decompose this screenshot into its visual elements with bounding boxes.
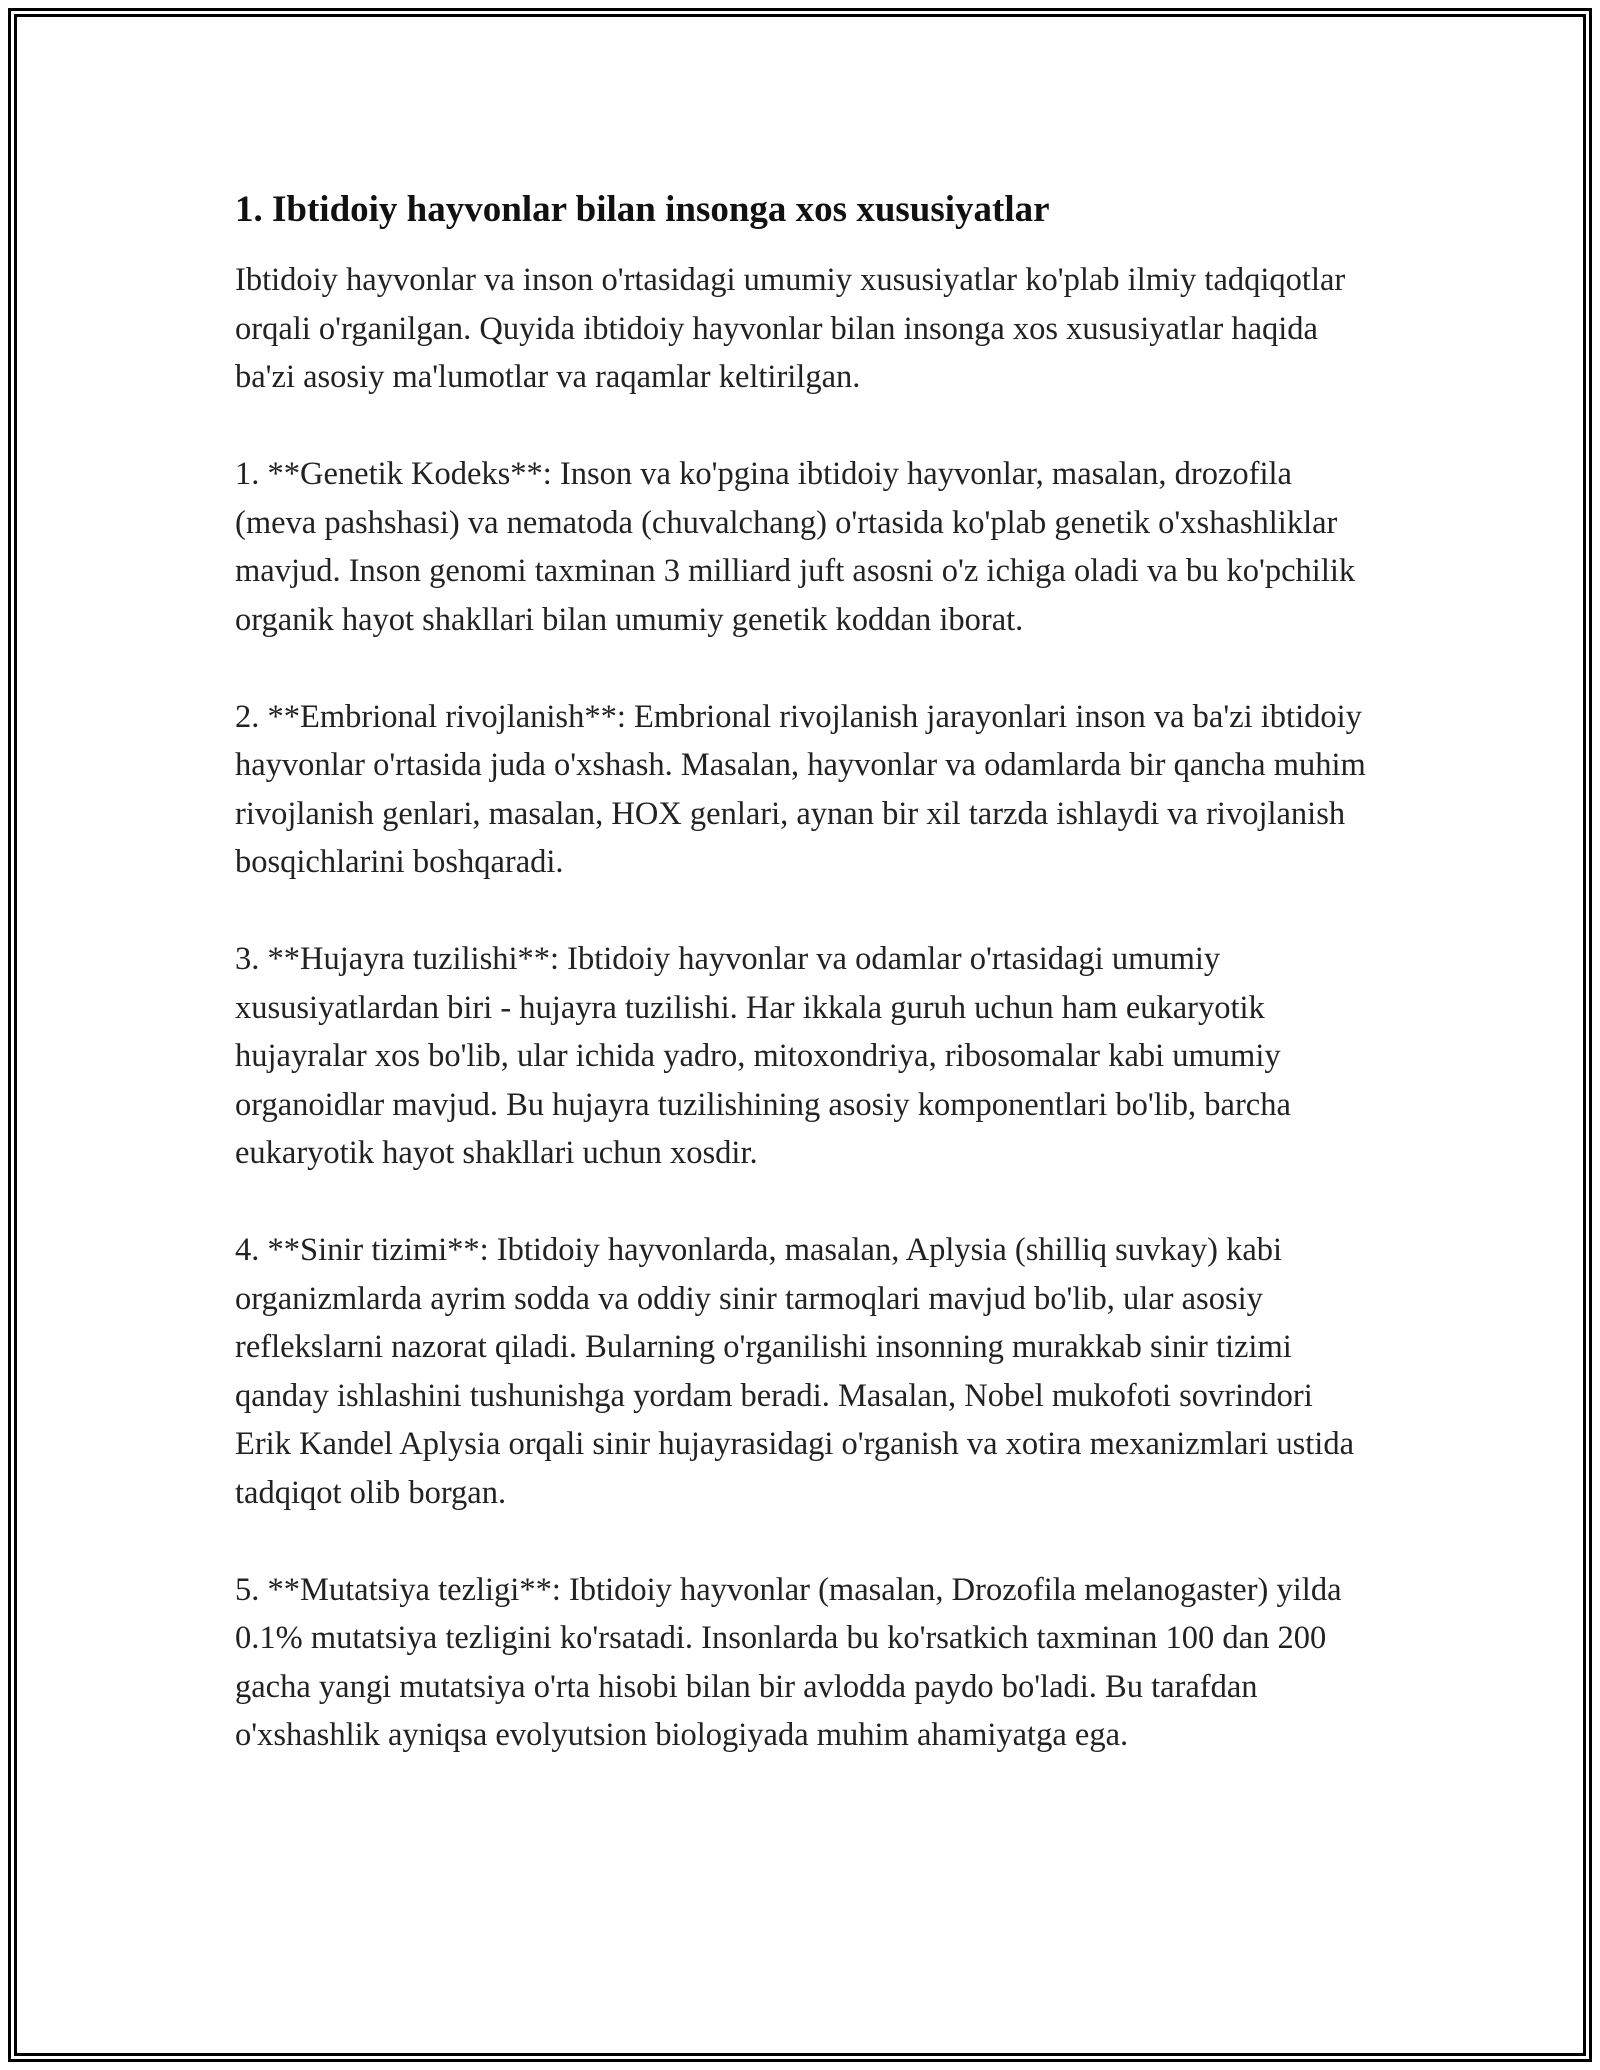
intro-paragraph: Ibtidoiy hayvonlar va inson o'rtasidagi umumiy xususiyatlar ko'plab ilmiy tadqiqotlar orqali o'rganilgan. Quyida ibtidoiy hayvonlar bilan insonga xos xususiyatlar haqida ba'zi asosiy ma'lumotlar va raqamlar keltirilgan. — [235, 262, 1346, 395]
section-heading: 1. Ibtidoiy hayvonlar bilan insonga xos xususiyatlar — [235, 189, 1050, 230]
paragraph-genetic-code: 1. **Genetik Kodeks**: Inson va ko'pgina ibtidoiy hayvonlar, masalan, drozofila (meva pashshasi) va nematoda (chuvalchang) o'rtasida ko'plab genetik o'xshashliklar mavjud. Inson genomi taxminan 3 milliard juft asosni o'z ichiga oladi va bu ko'pchilik organik hayot shakllari bilan umumiy genetik koddan iborat. — [235, 456, 1356, 638]
paragraph-nervous-system: 4. **Sinir tizimi**: Ibtidoiy hayvonlarda, masalan, Aplysia (shilliq suvkay) kabi organizmlarda ayrim sodda va oddiy sinir tarmoqlari mavjud bo'lib, ular asosiy reflekslarni nazorat qiladi. Bularning o'rganilishi insonning murakkab sinir tizimi qanday ishlashini tushunishga yordam beradi. Masalan, Nobel mukofoti sovrindori Erik Kandel Aplysia orqali sinir hujayrasidagi o'rganish va xotira mexanizmlari ustida tadqiqot olib borgan. — [235, 1232, 1355, 1511]
paragraph-mutation-rate: 5. **Mutatsiya tezligi**: Ibtidoiy hayvonlar (masalan, Drozofila melanogaster) yilda 0.1% mutatsiya tezligini ko'rsatadi. Insonlarda bu ko'rsatkich taxminan 100 dan 200 gacha yangi mutatsiya o'rta hisobi bilan bir avlodda paydo bo'ladi. Bu tarafdan o'xshashlik ayniqsa evolyutsion biologiyada muhim ahamiyatga ega. — [235, 1571, 1342, 1753]
document-body — [235, 186, 1375, 1808]
paragraph-cell-structure: 3. **Hujayra tuzilishi**: Ibtidoiy hayvonlar va odamlar o'rtasidagi umumiy xususiyatlardan biri - hujayra tuzilishi. Har ikkala guruh uchun ham eukaryotik hujayralar xos bo'lib, ular ichida yadro, mitoxondriya, ribosomalar kabi umumiy organoidlar mavjud. Bu hujayra tuzilishining asosiy komponentlari bo'lib, barcha eukaryotik hayot shakllari uchun xosdir. — [235, 941, 1291, 1171]
paragraph-embryonic-development: 2. **Embrional rivojlanish**: Embrional rivojlanish jarayonlari inson va ba'zi ibtidoiy hayvonlar o'rtasida juda o'xshash. Masalan, hayvonlar va odamlarda bir qancha muhim rivojlanish genlari, masalan, HOX genlari, aynan bir xil tarzda ishlaydi va rivojlanish bosqichlarini boshqaradi. — [235, 698, 1366, 880]
